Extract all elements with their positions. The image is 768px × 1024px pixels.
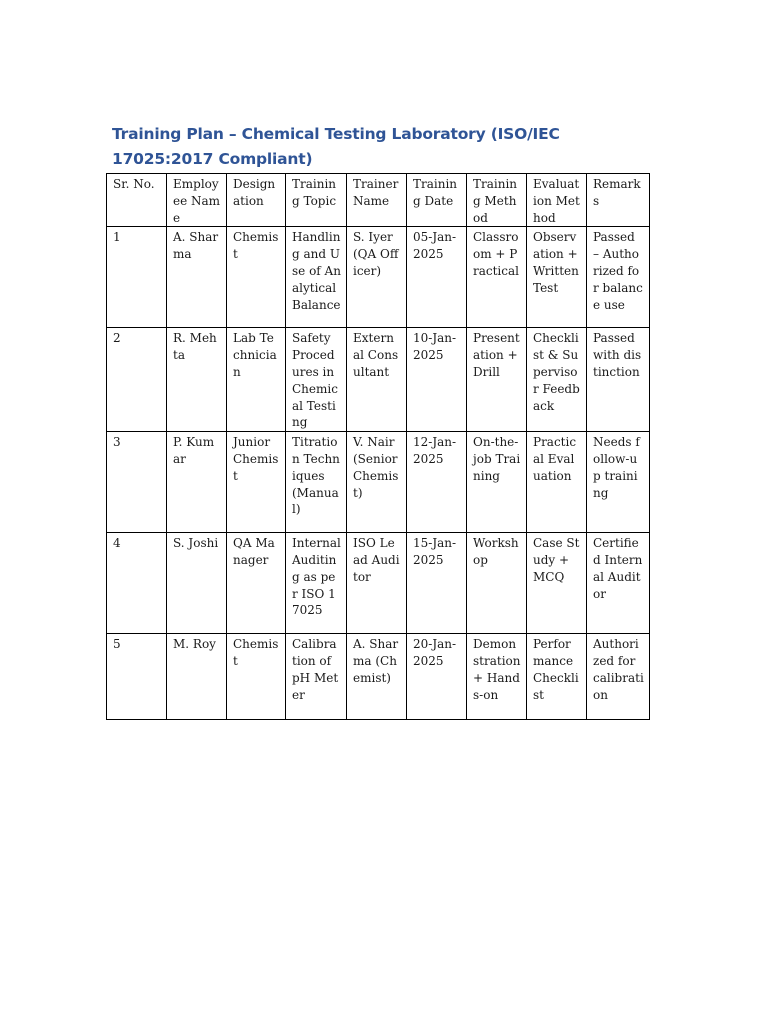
cell-training-date: 05-Jan-2025	[407, 227, 467, 328]
cell-trainer-name: ISO Lead Auditor	[347, 533, 407, 634]
cell-evaluation-method: Performance Checklist	[527, 634, 587, 720]
header-training-method: Training Method	[467, 174, 527, 227]
cell-remarks: Needs follow-up training	[587, 432, 650, 533]
cell-sr-no: 3	[107, 432, 167, 533]
cell-designation: QA Manager	[227, 533, 286, 634]
cell-training-topic: Handling and Use of Analytical Balance	[286, 227, 347, 328]
cell-trainer-name: S. Iyer (QA Officer)	[347, 227, 407, 328]
cell-training-method: Presentation + Drill	[467, 328, 527, 432]
header-designation: Designation	[227, 174, 286, 227]
cell-designation: Chemist	[227, 634, 286, 720]
cell-training-date: 15-Jan-2025	[407, 533, 467, 634]
table-row	[107, 328, 650, 432]
table-row	[107, 227, 650, 328]
cell-training-topic: Titration Techniques (Manual)	[286, 432, 347, 533]
cell-evaluation-method: Checklist & Supervisor Feedback	[527, 328, 587, 432]
table-row	[107, 533, 650, 634]
cell-remarks: Passed – Authorized for balance use	[587, 227, 650, 328]
training-plan-table	[106, 173, 650, 720]
cell-training-date: 20-Jan-2025	[407, 634, 467, 720]
cell-sr-no: 4	[107, 533, 167, 634]
cell-employee-name: P. Kumar	[167, 432, 227, 533]
cell-employee-name: S. Joshi	[167, 533, 227, 634]
table-header-row	[107, 174, 650, 227]
header-employee-name: Employee Name	[167, 174, 227, 227]
cell-training-date: 10-Jan-2025	[407, 328, 467, 432]
header-remarks: Remarks	[587, 174, 650, 227]
cell-evaluation-method: Practical Evaluation	[527, 432, 587, 533]
cell-evaluation-method: Case Study + MCQ	[527, 533, 587, 634]
header-sr-no: Sr. No.	[107, 174, 167, 227]
cell-trainer-name: V. Nair (Senior Chemist)	[347, 432, 407, 533]
cell-remarks: Certified Internal Auditor	[587, 533, 650, 634]
cell-designation: Junior Chemist	[227, 432, 286, 533]
cell-training-method: Workshop	[467, 533, 527, 634]
header-training-topic: Training Topic	[286, 174, 347, 227]
cell-remarks: Authorized for calibration	[587, 634, 650, 720]
cell-training-topic: Calibration of pH Meter	[286, 634, 347, 720]
cell-employee-name: M. Roy	[167, 634, 227, 720]
cell-training-method: On-the-job Training	[467, 432, 527, 533]
cell-training-method: Classroom + Practical	[467, 227, 527, 328]
cell-designation: Chemist	[227, 227, 286, 328]
table-row	[107, 634, 650, 720]
cell-sr-no: 1	[107, 227, 167, 328]
cell-training-topic: Safety Procedures in Chemical Testing	[286, 328, 347, 432]
cell-sr-no: 5	[107, 634, 167, 720]
table-row	[107, 432, 650, 533]
cell-employee-name: A. Sharma	[167, 227, 227, 328]
cell-trainer-name: External Consultant	[347, 328, 407, 432]
cell-trainer-name: A. Sharma (Chemist)	[347, 634, 407, 720]
cell-employee-name: R. Mehta	[167, 328, 227, 432]
cell-training-date: 12-Jan-2025	[407, 432, 467, 533]
cell-training-method: Demonstration + Hands-on	[467, 634, 527, 720]
header-trainer-name: Trainer Name	[347, 174, 407, 227]
document-title: Training Plan – Chemical Testing Laboratory (ISO/IEC 17025:2017 Compliant)	[112, 125, 560, 168]
header-evaluation-method: Evaluation Method	[527, 174, 587, 227]
cell-evaluation-method: Observation + Written Test	[527, 227, 587, 328]
cell-sr-no: 2	[107, 328, 167, 432]
cell-training-topic: Internal Auditing as per ISO 17025	[286, 533, 347, 634]
cell-remarks: Passed with distinction	[587, 328, 650, 432]
header-training-date: Training Date	[407, 174, 467, 227]
cell-designation: Lab Technician	[227, 328, 286, 432]
